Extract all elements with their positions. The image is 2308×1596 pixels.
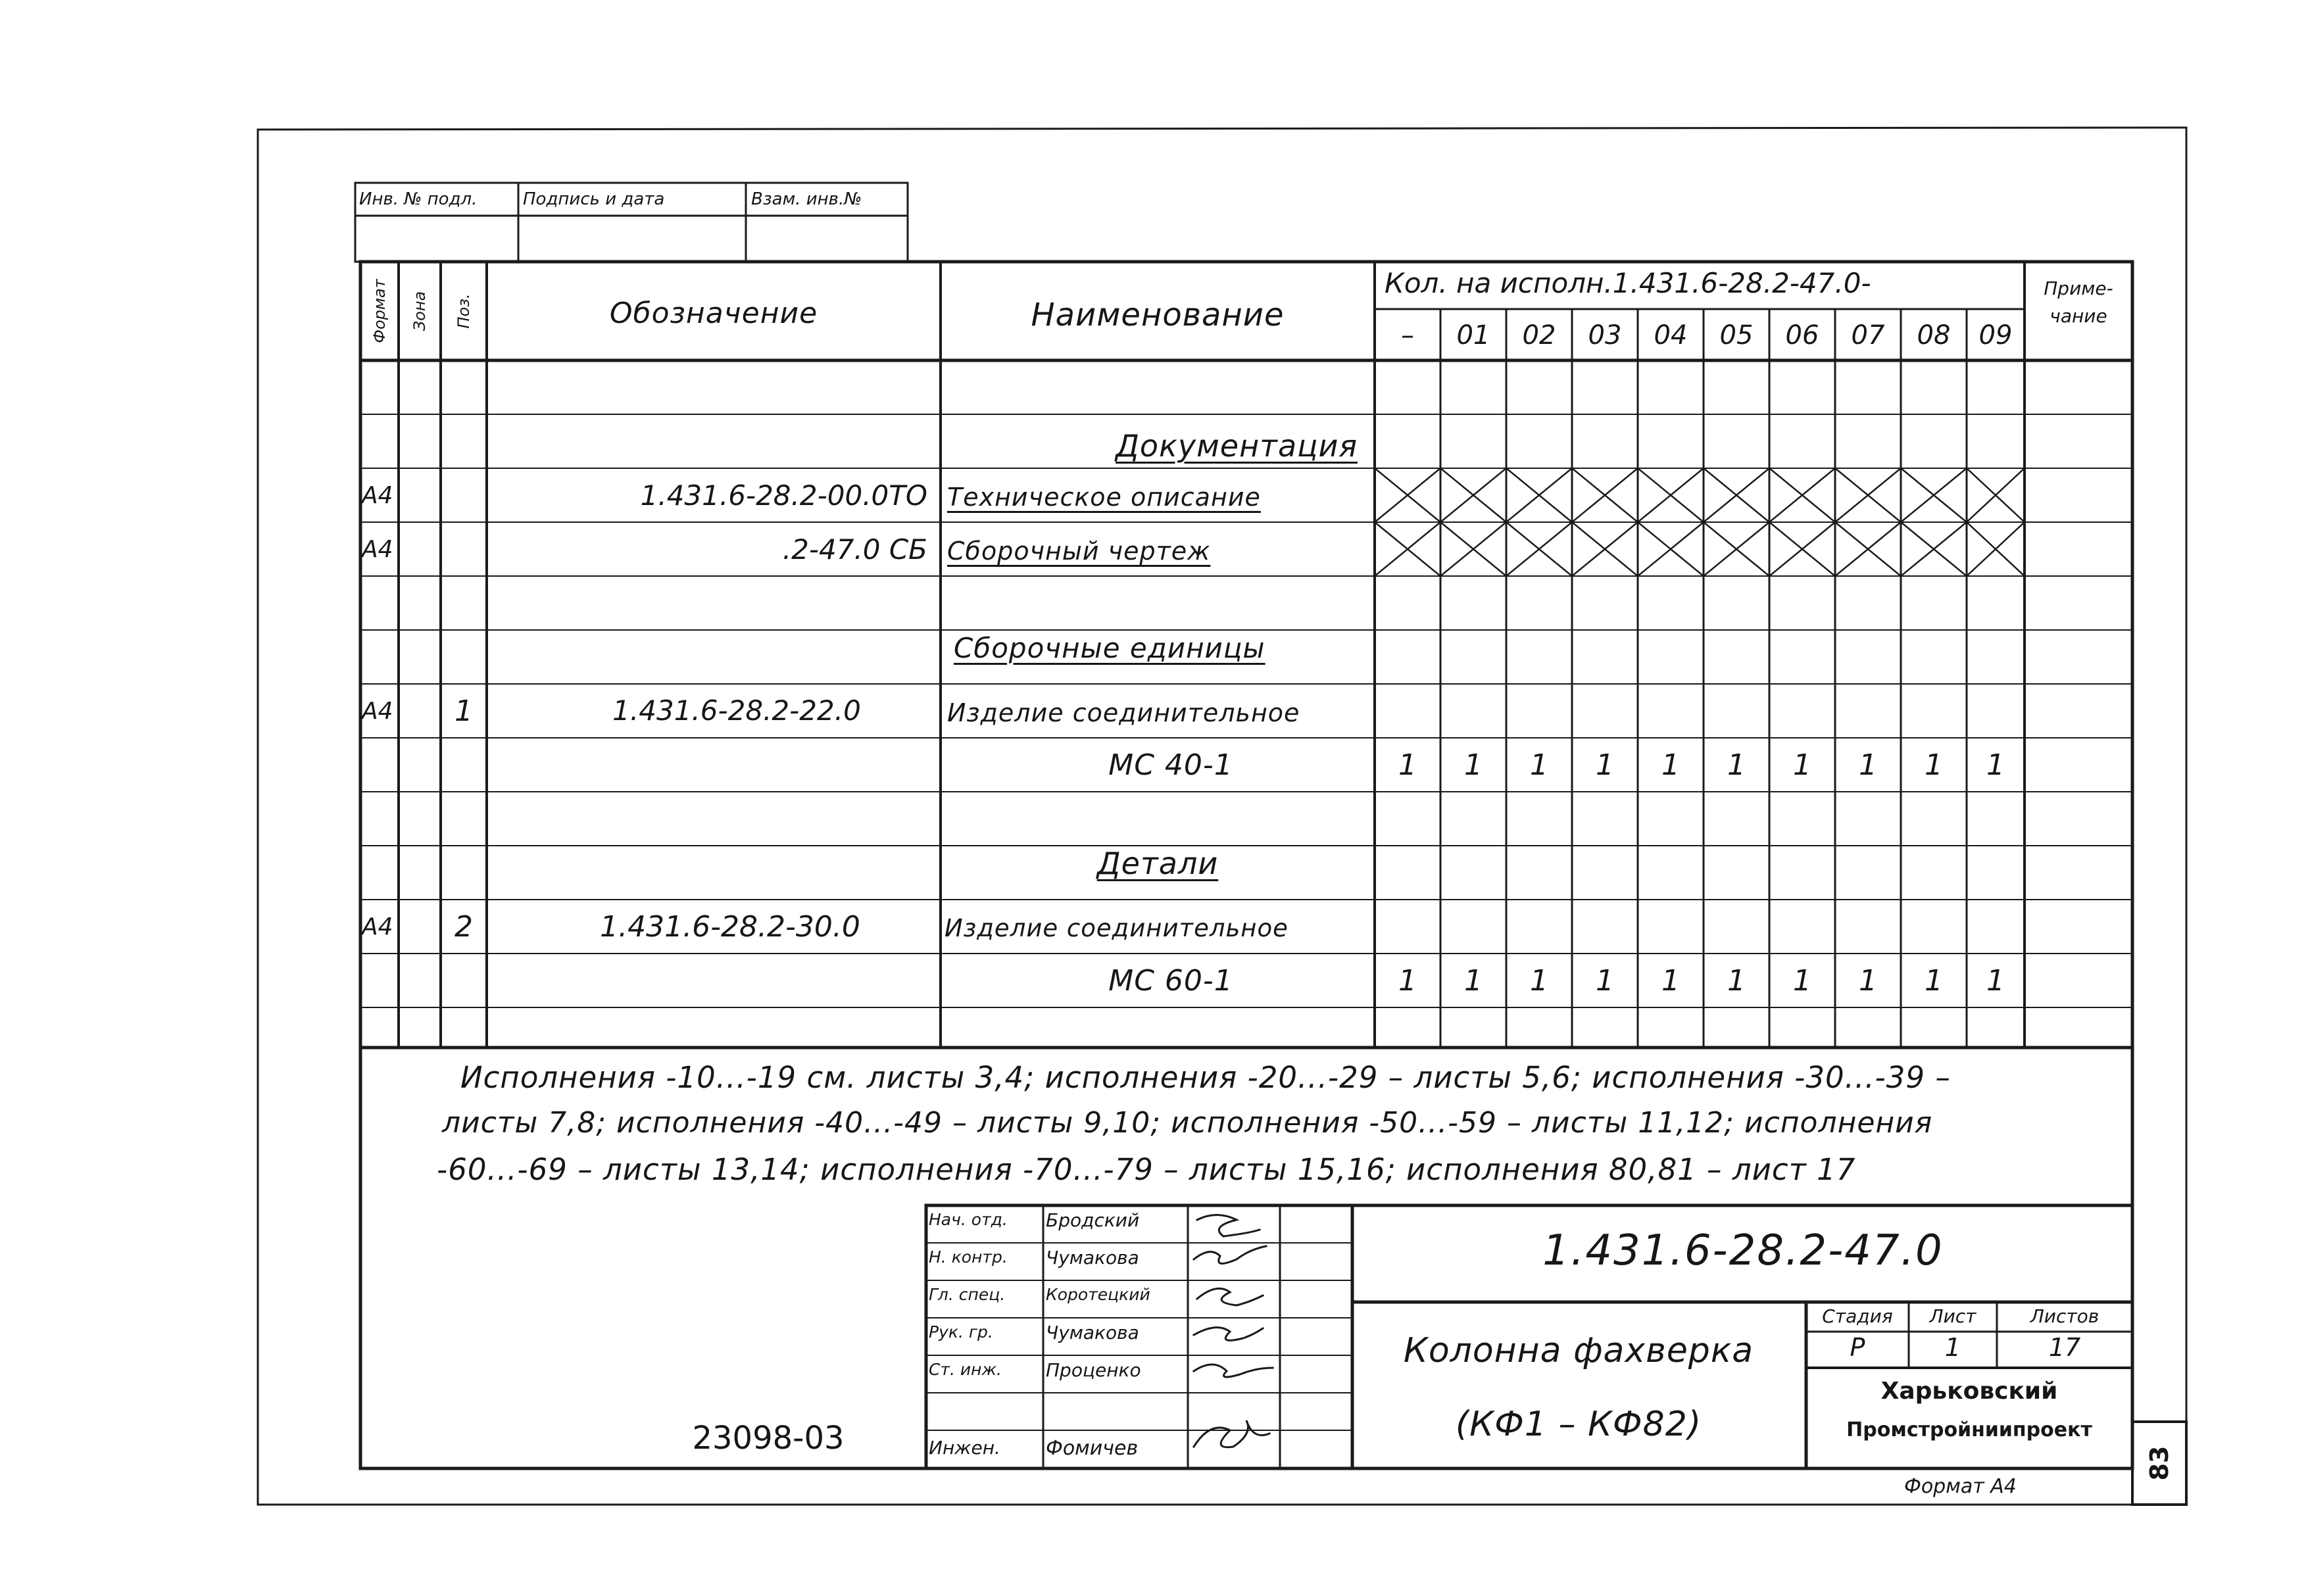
side-sheet-number: 83 xyxy=(2145,1445,2174,1481)
row-designation: 1.431.6-28.2-30.0 xyxy=(600,910,860,944)
stage-value: Р xyxy=(1850,1333,1865,1362)
qty-cell: 1 xyxy=(1530,964,1548,998)
signer-name: Бродский xyxy=(1046,1209,1140,1231)
signer-name: Коротецкий xyxy=(1046,1285,1150,1304)
header-pos: Поз. xyxy=(454,293,473,329)
header-zone: Зона xyxy=(410,291,429,331)
row-format: А4 xyxy=(362,698,393,725)
section-assembly-units: Сборочные единицы xyxy=(954,632,1265,664)
row-name: МС 40-1 xyxy=(1108,748,1233,782)
header-note: Приме-чание xyxy=(2044,278,2113,327)
qty-cell: 1 xyxy=(1793,748,1811,782)
stamp-inv-label: Инв. № подл. xyxy=(359,189,478,209)
signer-role: Инжен. xyxy=(929,1437,1000,1459)
variant-header: 02 xyxy=(1522,320,1556,351)
archive-number: 23098-03 xyxy=(692,1420,845,1457)
row-name: Техническое описание xyxy=(947,483,1261,512)
qty-cell: 1 xyxy=(1727,748,1746,782)
signer-role: Гл. спец. xyxy=(929,1285,1006,1304)
variant-header: 01 xyxy=(1456,320,1490,351)
drawing-title-codes: (КФ1 – КФ82) xyxy=(1455,1405,1702,1444)
row-format: А4 xyxy=(362,536,393,563)
stamp-vzam-label: Взам. инв.№ xyxy=(751,189,862,209)
variant-header: 09 xyxy=(1978,320,2013,351)
qty-cell: 1 xyxy=(1530,748,1548,782)
qty-cell: 1 xyxy=(1727,964,1746,998)
qty-cell: 1 xyxy=(1464,964,1483,998)
signer-role: Ст. инж. xyxy=(929,1360,1002,1379)
format-label: Формат А4 xyxy=(1904,1475,2017,1498)
signer-role: Рук. гр. xyxy=(929,1322,993,1342)
document-number: 1.431.6-28.2-47.0 xyxy=(1542,1226,1944,1275)
variant-header: 07 xyxy=(1851,320,1885,351)
row-name: Сборочный чертеж xyxy=(947,537,1211,566)
variant-header: – xyxy=(1401,320,1414,351)
qty-cell: 1 xyxy=(1859,748,1877,782)
variant-header: 03 xyxy=(1588,320,1622,351)
qty-cell: 1 xyxy=(1398,748,1417,782)
row-pos: 1 xyxy=(454,694,473,728)
variant-header: 06 xyxy=(1785,320,1819,351)
sheets-label: Листов xyxy=(2030,1305,2099,1327)
stage-label: Стадия xyxy=(1822,1305,1893,1327)
signer-role: Нач. отд. xyxy=(929,1210,1008,1229)
drawing-title: Колонна фахверка xyxy=(1403,1331,1754,1370)
qty-cell: 1 xyxy=(1986,748,2005,782)
header-designation: Обозначение xyxy=(609,297,818,330)
row-format: А4 xyxy=(362,482,393,509)
stamp-sign-label: Подпись и дата xyxy=(523,189,665,209)
signer-name: Фомичев xyxy=(1046,1437,1139,1460)
header-qty-title: Кол. на исполн.1.431.6-28.2-47.0- xyxy=(1385,267,1871,299)
sheets-value: 17 xyxy=(2048,1333,2081,1362)
qty-cell: 1 xyxy=(1986,964,2005,998)
row-format: А4 xyxy=(362,913,393,940)
variant-header: 04 xyxy=(1654,320,1688,351)
row-pos: 2 xyxy=(454,910,473,944)
header-name: Наименование xyxy=(1031,297,1285,333)
variants-note-line-3: -60...-69 – листы 13,14; исполнения -70...-79 – листы 15,16; исполнения 80,81 – лист 17 xyxy=(437,1152,1856,1187)
variants-note-line-2: листы 7,8; исполнения -40...-49 – листы 9,10; исполнения -50...-59 – листы 11,12; исполнения xyxy=(442,1106,1933,1140)
sheet-value: 1 xyxy=(1944,1333,1961,1362)
qty-cell: 1 xyxy=(1596,748,1614,782)
qty-cell: 1 xyxy=(1398,964,1417,998)
qty-cell: 1 xyxy=(1793,964,1811,998)
signer-name: Чумакова xyxy=(1046,1247,1139,1269)
variants-note-line-1: Исполнения -10...-19 см. листы 3,4; исполнения -20...-29 – листы 5,6; исполнения -30...-39 – xyxy=(460,1060,1951,1095)
row-designation: 1.431.6-28.2-00.0ТО xyxy=(640,479,927,512)
section-documentation: Документация xyxy=(1115,428,1358,464)
qty-cell: 1 xyxy=(1661,748,1680,782)
row-name: МС 60-1 xyxy=(1108,964,1233,998)
qty-cell: 1 xyxy=(1596,964,1614,998)
sheet-label: Лист xyxy=(1929,1305,1977,1327)
qty-cell: 1 xyxy=(1925,748,1943,782)
qty-cell: 1 xyxy=(1661,964,1680,998)
row-designation: 1.431.6-28.2-22.0 xyxy=(612,694,861,727)
qty-cell: 1 xyxy=(1464,748,1483,782)
row-name: Изделие соединительное xyxy=(945,914,1289,942)
signer-name: Проценко xyxy=(1046,1359,1141,1381)
variant-header: 05 xyxy=(1719,320,1754,351)
qty-cell: 1 xyxy=(1925,964,1943,998)
organization-name-2: Промстройниипроект xyxy=(1846,1418,2092,1441)
section-details: Детали xyxy=(1096,846,1219,881)
row-designation: .2-47.0 СБ xyxy=(782,533,927,566)
variant-header: 08 xyxy=(1917,320,1951,351)
organization-name: Харьковский xyxy=(1880,1378,2058,1405)
signer-name: Чумакова xyxy=(1046,1322,1139,1343)
row-name: Изделие соединительное xyxy=(947,698,1300,727)
header-format: Формат xyxy=(370,279,389,343)
signer-role: Н. контр. xyxy=(929,1247,1008,1267)
qty-cell: 1 xyxy=(1859,964,1877,998)
